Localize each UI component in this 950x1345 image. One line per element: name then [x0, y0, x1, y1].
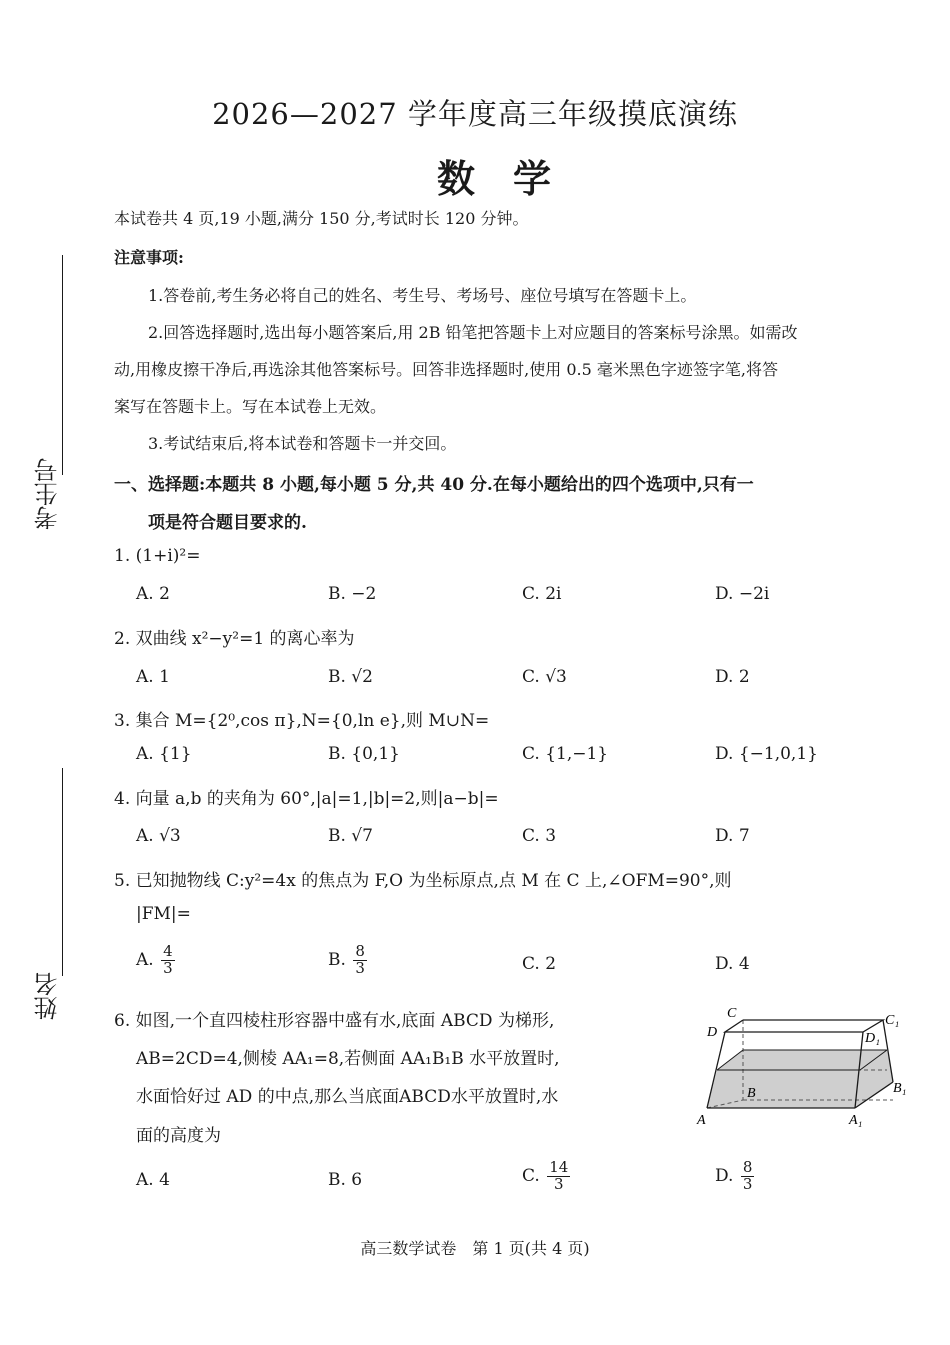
question-4-stem: 4. 向量 a,b 的夹角为 60°,|a|=1,|b|=2,则|a−b|=	[114, 789, 499, 809]
q1-option-a: A. 2	[136, 584, 170, 604]
q4-option-d: D. 7	[715, 826, 750, 846]
q2-option-d: D. 2	[715, 667, 750, 687]
fraction-denominator: 3	[553, 1174, 564, 1193]
q2-option-a: A. 1	[136, 667, 170, 687]
notes-heading: 注意事项:	[114, 248, 184, 267]
q6-option-d	[715, 1160, 754, 1193]
q4-option-b: B. √7	[328, 826, 373, 846]
label-d1: D₁	[865, 1031, 880, 1046]
q1-option-d: D. −2i	[715, 584, 770, 604]
label-b1: B₁	[893, 1081, 907, 1096]
fraction-denominator: 3	[163, 958, 173, 977]
q5-option-c: C. 2	[522, 954, 557, 974]
q6-option-d-label: D.	[715, 1165, 734, 1186]
note-line-4: 案写在答题卡上。写在本试卷上无效。	[114, 397, 387, 416]
q6-option-c	[522, 1160, 570, 1193]
note-line-3: 动,用橡皮擦干净后,再选涂其他答案标号。回答非选择题时,使用 0.5 毫米黑色字迹签字笔,将答	[114, 360, 778, 379]
q5-option-b-fraction	[353, 944, 367, 977]
fraction-numerator: 4	[163, 942, 173, 960]
label-a1: A₁	[849, 1113, 863, 1128]
q5-option-b-label: B.	[328, 949, 346, 970]
label-c: C	[727, 1006, 737, 1021]
q2-option-c: C. √3	[522, 667, 567, 687]
fraction-numerator: 8	[742, 1158, 753, 1176]
subject-title: 数学	[436, 156, 589, 201]
q3-option-c: C. {1,−1}	[522, 744, 609, 764]
label-a: A	[697, 1113, 706, 1128]
q5-option-a-label: A.	[136, 949, 154, 970]
question-3-stem: 3. 集合 M={2⁰,cos π},N={0,ln e},则 M∪N=	[114, 711, 490, 731]
name-label: 姓名	[34, 972, 62, 1020]
question-6-line-4: 面的高度为	[136, 1126, 221, 1146]
fraction-numerator: 8	[355, 942, 365, 960]
q5-option-a-fraction	[161, 944, 175, 977]
q3-option-a: A. {1}	[136, 744, 192, 764]
q6-option-c-fraction	[547, 1160, 570, 1193]
q6-option-b: B. 6	[328, 1170, 363, 1190]
q5-option-d: D. 4	[715, 954, 750, 974]
question-6-line-3: 水面恰好过 AD 的中点,那么当底面ABCD水平放置时,水	[136, 1087, 559, 1107]
q2-option-b: B. √2	[328, 667, 373, 687]
question-6-line-1: 6. 如图,一个直四棱柱形容器中盛有水,底面 ABCD 为梯形,	[114, 1011, 555, 1031]
q1-option-c: C. 2i	[522, 584, 562, 604]
question-1-stem: 1. (1+i)²=	[114, 546, 201, 566]
label-d: D	[707, 1025, 718, 1040]
q3-option-b: B. {0,1}	[328, 744, 400, 764]
q1-option-b: B. −2	[328, 584, 377, 604]
exam-title: 2026—2027 学年度高三年级摸底演练	[212, 97, 738, 131]
note-line-1: 1.答卷前,考生务必将自己的姓名、考生号、考场号、座位号填写在答题卡上。	[148, 286, 697, 305]
page-footer: 高三数学试卷 第 1 页(共 4 页)	[360, 1239, 590, 1258]
fraction-denominator: 3	[355, 958, 365, 977]
label-b: B	[747, 1086, 756, 1101]
q4-option-c: C. 3	[522, 826, 557, 846]
top-face	[725, 1020, 883, 1032]
section-heading-line-2: 项是符合题目要求的.	[148, 513, 307, 533]
prism-figure	[695, 1000, 915, 1132]
name-line	[62, 768, 63, 976]
q3-option-d: D. {−1,0,1}	[715, 744, 818, 764]
fraction-numerator: 14	[549, 1158, 569, 1176]
question-5-stem-cont: |FM|=	[136, 904, 191, 924]
question-6-line-2: AB=2CD=4,侧棱 AA₁=8,若侧面 AA₁B₁B 水平放置时,	[136, 1049, 560, 1069]
fraction-denominator: 3	[742, 1174, 753, 1193]
water-region	[707, 1050, 893, 1108]
note-line-5: 3.考试结束后,将本试卷和答题卡一并交回。	[148, 434, 457, 453]
question-2-stem: 2. 双曲线 x²−y²=1 的离心率为	[114, 629, 355, 649]
candidate-number-line	[62, 255, 63, 475]
q4-option-a: A. √3	[136, 826, 181, 846]
question-5-stem: 5. 已知抛物线 C:y²=4x 的焦点为 F,O 为坐标原点,点 M 在 C 上,∠OFM=90°,则	[114, 871, 732, 891]
q6-option-c-label: C.	[522, 1165, 540, 1186]
exam-intro: 本试卷共 4 页,19 小题,满分 150 分,考试时长 120 分钟。	[114, 209, 529, 228]
note-line-2: 2.回答选择题时,选出每小题答案后,用 2B 铅笔把答题卡上对应题目的答案标号涂黑。如需改	[148, 323, 798, 342]
q6-option-d-fraction	[741, 1160, 755, 1193]
section-heading-line-1: 一、选择题:本题共 8 小题,每小题 5 分,共 40 分.在每小题给出的四个选项中,只有一	[114, 475, 754, 495]
q6-option-a: A. 4	[136, 1170, 170, 1190]
candidate-number-label: 考生号	[34, 458, 62, 530]
q5-option-b	[328, 944, 367, 977]
label-c1: C₁	[885, 1013, 900, 1028]
q5-option-a	[136, 944, 175, 977]
